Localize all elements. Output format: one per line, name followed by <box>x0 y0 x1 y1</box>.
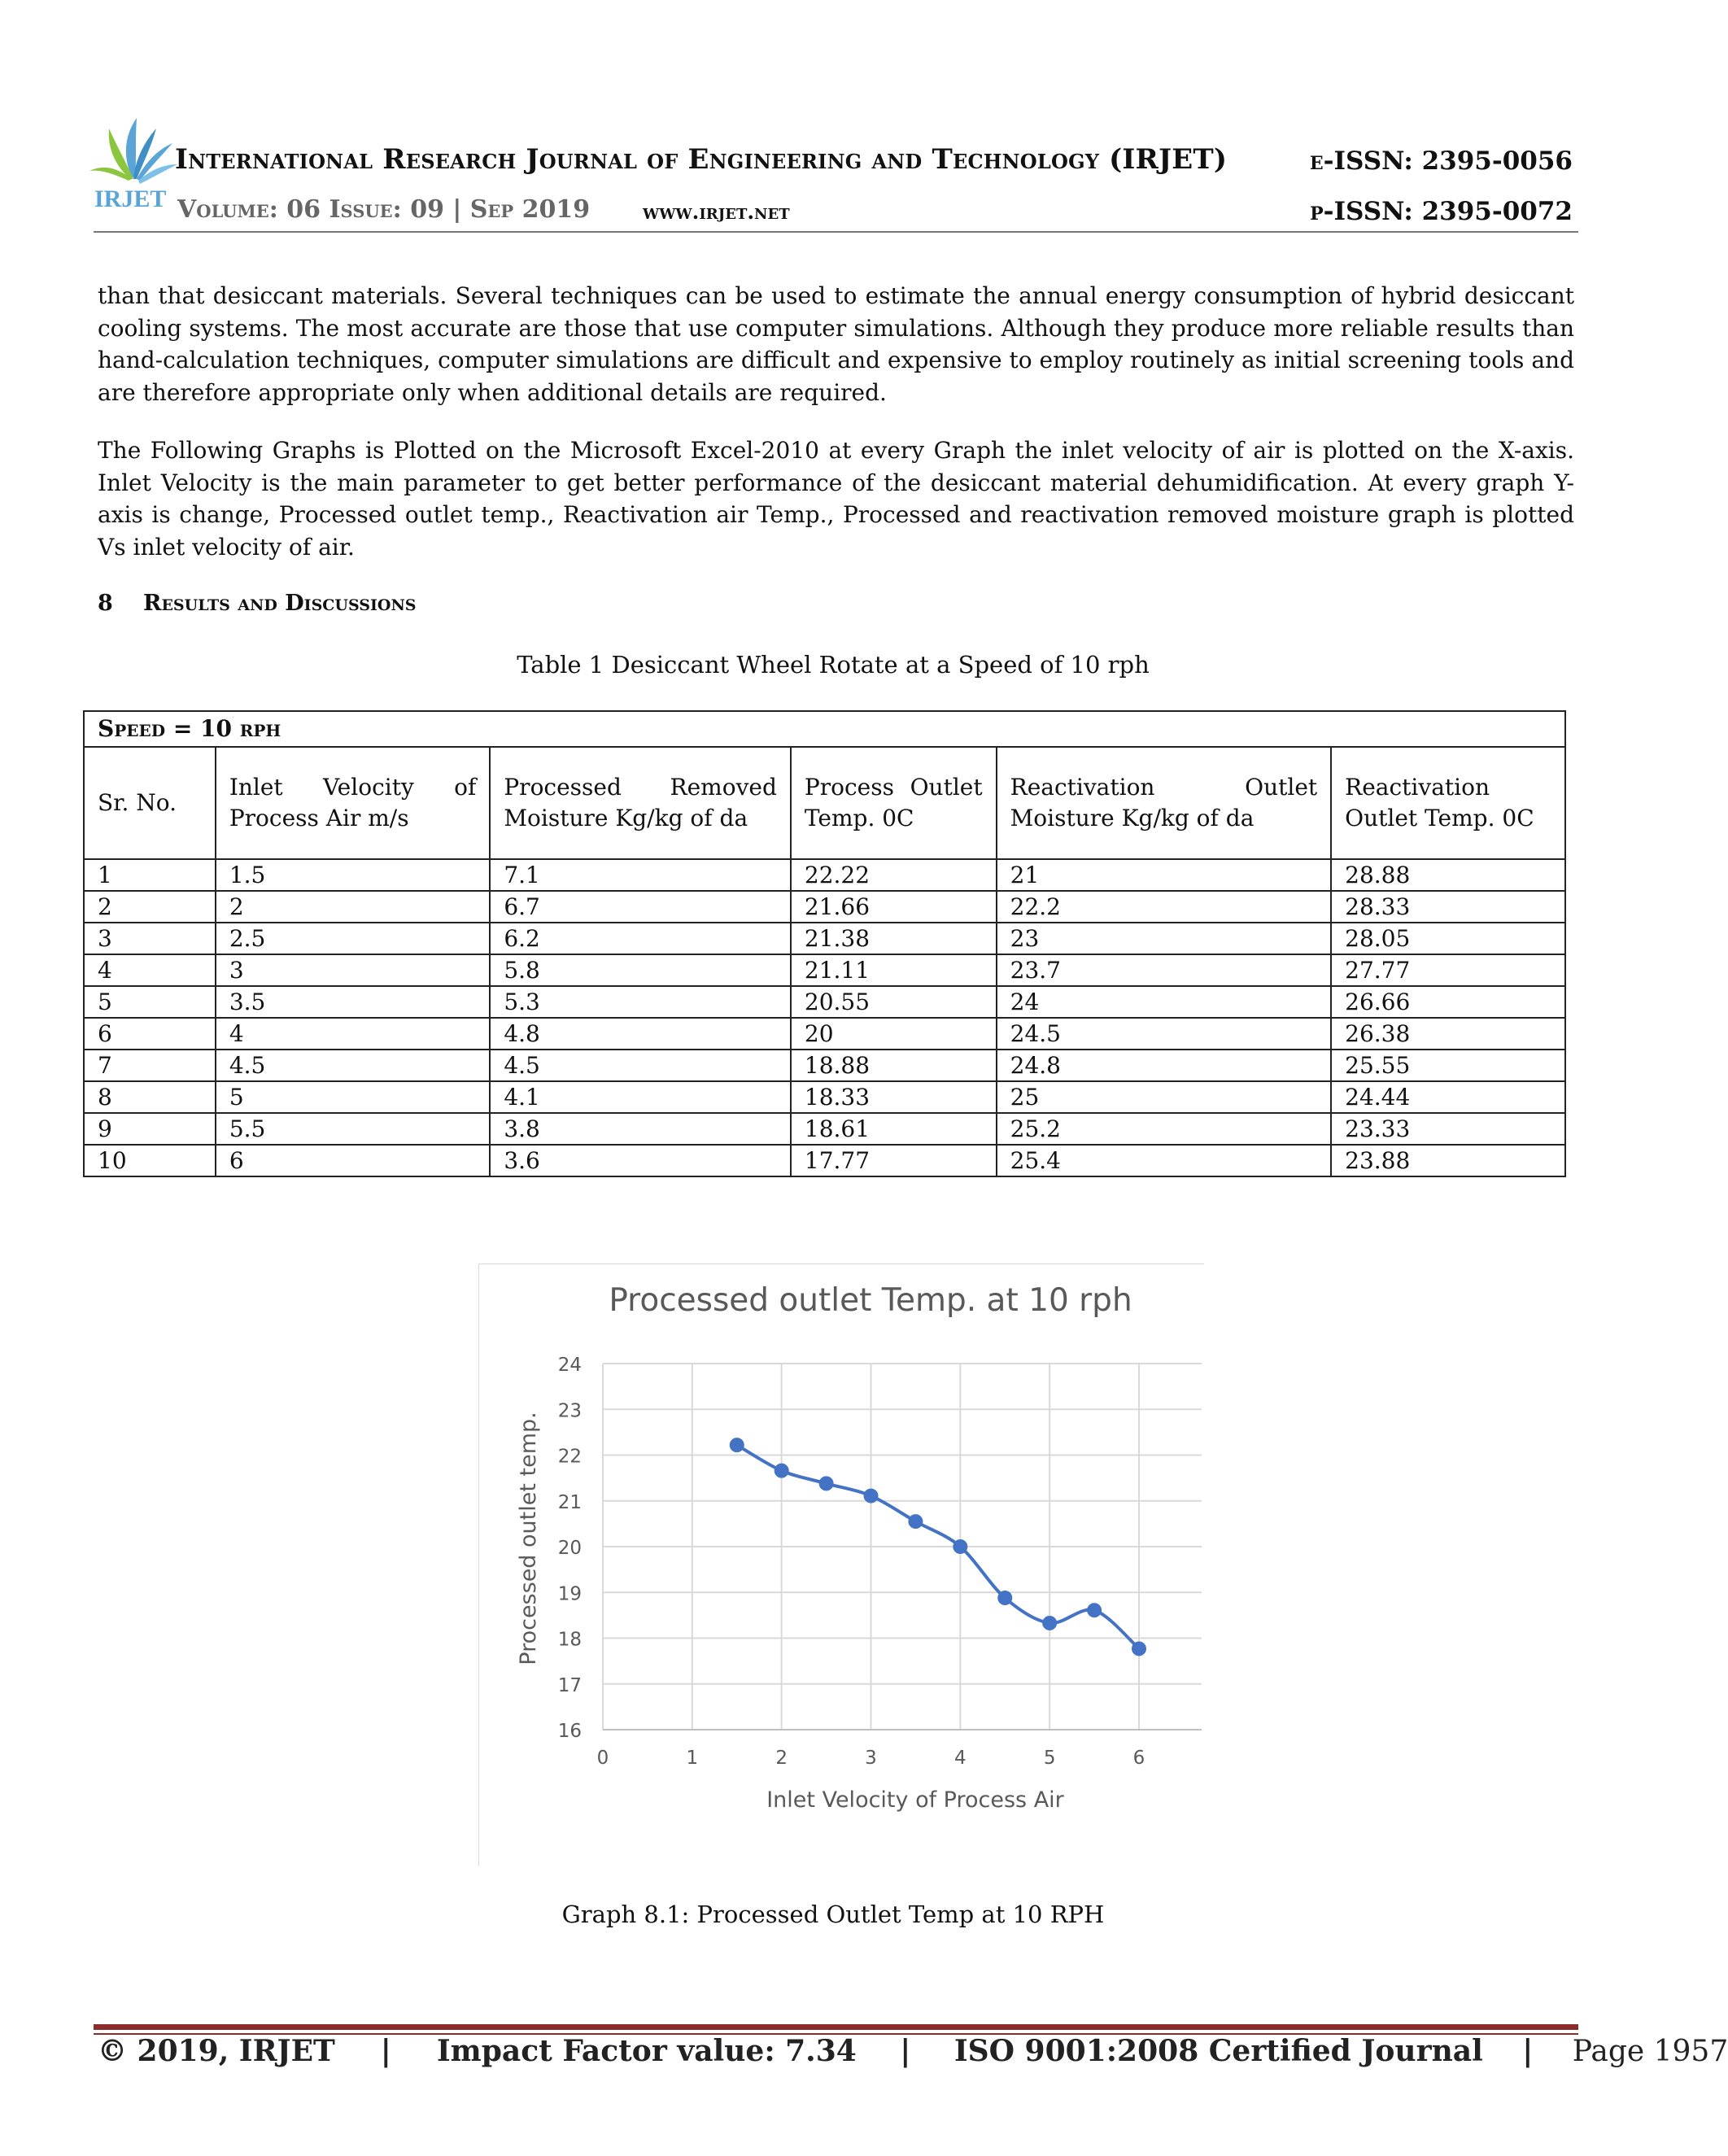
table-cell: 5.8 <box>490 954 791 986</box>
table-row <box>84 923 1565 954</box>
table-header: Process Outlet Temp. 0C <box>791 747 997 859</box>
table-header: Reactivation Outlet Temp. 0C <box>1331 747 1565 859</box>
table-cell: 5 <box>216 1081 491 1113</box>
table-cell: 1 <box>84 859 216 891</box>
chart-title: Processed outlet Temp. at 10 rph <box>609 1282 1132 1319</box>
volume-issue: Volume: 06 Issue: 09 | Sep 2019 <box>177 195 591 224</box>
section-number: 8 <box>98 591 113 616</box>
logo-leaves-icon <box>89 118 177 184</box>
table-cell: 17.77 <box>791 1145 997 1176</box>
speed-label: Speed = 10 rph <box>84 711 1565 747</box>
data-point <box>1132 1641 1146 1656</box>
table-cell: 21 <box>997 859 1332 891</box>
footer-page-number: Page 1957 <box>1572 2035 1728 2068</box>
table-cell: 6.7 <box>490 891 791 923</box>
table-cell: 5.5 <box>216 1113 491 1145</box>
chart-container <box>478 1263 1204 1866</box>
table-header: Reactivation Outlet Moisture Kg/kg of da <box>997 747 1332 859</box>
table-row <box>84 986 1565 1018</box>
table-cell: 24.5 <box>997 1018 1332 1050</box>
body-paragraph-2: The Following Graphs is Plotted on the Microsoft Excel-2010 at every Graph the inlet velocity of air is plotted on the X-axis. Inlet Velocity is the main parameter to get better performance of the desiccant material dehumidification. At every graph Y-axis is change, Processed outlet temp., Reactivation air Temp., Processed and reactivation removed moisture graph is plotted Vs inlet velocity of air. <box>98 437 1574 561</box>
table-cell: 25.55 <box>1331 1050 1565 1081</box>
y-tick-label: 23 <box>557 1400 582 1422</box>
table-cell: 25 <box>997 1081 1332 1113</box>
section-title: Results and Discussions <box>143 591 417 616</box>
table-cell: 5 <box>84 986 216 1018</box>
footer-separator: | <box>380 2034 391 2068</box>
table-cell: 3.6 <box>490 1145 791 1176</box>
chart-area <box>478 1263 1204 1866</box>
table-cell: 7.1 <box>490 859 791 891</box>
graph-caption: Graph 8.1: Processed Outlet Temp at 10 RPH <box>561 1901 1105 1928</box>
table-cell: 4 <box>216 1018 491 1050</box>
data-point <box>953 1539 967 1554</box>
table-row <box>84 954 1565 986</box>
footer-divider <box>94 2024 1578 2030</box>
x-tick-label: 6 <box>1132 1748 1145 1769</box>
table-row <box>84 1050 1565 1081</box>
table-cell: 22.22 <box>791 859 997 891</box>
table-cell: 6 <box>216 1145 491 1176</box>
y-tick-label: 24 <box>557 1355 582 1376</box>
table-row <box>84 1145 1565 1176</box>
table-cell: 3 <box>84 923 216 954</box>
table-cell: 20.55 <box>791 986 997 1018</box>
y-tick-label: 20 <box>557 1538 582 1559</box>
y-tick-label: 21 <box>557 1491 582 1513</box>
y-tick-label: 17 <box>557 1674 582 1696</box>
table-cell: 4.1 <box>490 1081 791 1113</box>
footer-copyright: © 2019, IRJET <box>98 2034 335 2068</box>
table-cell: 21.11 <box>791 954 997 986</box>
table-cell: 6.2 <box>490 923 791 954</box>
page-footer <box>98 2034 1728 2068</box>
data-point <box>1042 1616 1057 1630</box>
table-cell: 2 <box>84 891 216 923</box>
y-tick-label: 22 <box>557 1446 582 1468</box>
data-point <box>775 1464 789 1478</box>
journal-logo <box>89 114 179 212</box>
table-cell: 24 <box>997 986 1332 1018</box>
footer-separator: | <box>900 2034 911 2068</box>
table-cell: 9 <box>84 1113 216 1145</box>
table-cell: 25.2 <box>997 1113 1332 1145</box>
y-axis-label: Processed outlet temp. <box>516 1412 541 1665</box>
table-cell: 18.61 <box>791 1113 997 1145</box>
table-header: Sr. No. <box>84 747 216 859</box>
line-chart <box>478 1263 1204 1866</box>
table-cell: 27.77 <box>1331 954 1565 986</box>
table-cell: 7 <box>84 1050 216 1081</box>
pissn: p-ISSN: 2395-0072 <box>1310 197 1573 226</box>
y-tick-label: 16 <box>557 1721 582 1742</box>
table-cell: 18.88 <box>791 1050 997 1081</box>
table-cell: 2 <box>216 891 491 923</box>
table-row <box>84 1113 1565 1145</box>
data-point <box>819 1476 834 1490</box>
y-tick-label: 18 <box>557 1629 582 1651</box>
data-point <box>908 1514 923 1529</box>
table-cell: 23 <box>997 923 1332 954</box>
x-tick-label: 1 <box>686 1748 699 1769</box>
table-cell: 4.5 <box>490 1050 791 1081</box>
table-row <box>84 1081 1565 1113</box>
table-cell: 3.5 <box>216 986 491 1018</box>
table-cell: 3.8 <box>490 1113 791 1145</box>
footer-separator: | <box>1522 2034 1534 2068</box>
y-tick-label: 19 <box>557 1583 582 1605</box>
x-tick-label: 3 <box>865 1748 877 1769</box>
table-cell: 10 <box>84 1145 216 1176</box>
table-cell: 26.66 <box>1331 986 1565 1018</box>
table-cell: 4 <box>84 954 216 986</box>
table-cell: 6 <box>84 1018 216 1050</box>
journal-title: International Research Journal of Engineering and Technology (IRJET) <box>175 143 1228 176</box>
body-paragraph-1: than that desiccant materials. Several techniques can be used to estimate the annual energy consumption of hybrid desiccant cooling systems. The most accurate are those that use computer simulations. Although they produce more reliable results than hand-calculation techniques, computer simulations are difficult and expensive to employ routinely as initial screening tools and are therefore appropriate only when additional details are required. <box>98 282 1574 406</box>
table-cell: 22.2 <box>997 891 1332 923</box>
footer-impact-factor: Impact Factor value: 7.34 <box>436 2034 857 2068</box>
table-cell: 25.4 <box>997 1145 1332 1176</box>
section-heading <box>98 591 417 616</box>
x-tick-label: 4 <box>954 1748 967 1769</box>
x-tick-label: 0 <box>596 1748 609 1769</box>
table-cell: 4.5 <box>216 1050 491 1081</box>
table-row <box>84 859 1565 891</box>
x-axis-label: Inlet Velocity of Process Air <box>766 1787 1064 1813</box>
table-body <box>84 859 1565 1176</box>
data-point <box>864 1489 879 1504</box>
x-tick-label: 2 <box>775 1748 788 1769</box>
table-cell: 23.7 <box>997 954 1332 986</box>
table-row <box>84 891 1565 923</box>
table-cell: 23.88 <box>1331 1145 1565 1176</box>
data-point <box>730 1438 744 1452</box>
table-cell: 1.5 <box>216 859 491 891</box>
table-header: Processed Removed Moisture Kg/kg of da <box>490 747 791 859</box>
table-cell: 28.05 <box>1331 923 1565 954</box>
table-cell: 5.3 <box>490 986 791 1018</box>
footer-iso: ISO 9001:2008 Certified Journal <box>953 2034 1483 2068</box>
table-cell: 24.8 <box>997 1050 1332 1081</box>
x-tick-label: 5 <box>1043 1748 1056 1769</box>
table-header: Inlet Velocity of Process Air m/s <box>216 747 491 859</box>
data-point <box>1087 1603 1102 1617</box>
table-cell: 23.33 <box>1331 1113 1565 1145</box>
table-caption: Table 1 Desiccant Wheel Rotate at a Speed of 10 rph <box>517 651 1150 679</box>
table-cell: 18.33 <box>791 1081 997 1113</box>
table-cell: 21.38 <box>791 923 997 954</box>
table-cell: 20 <box>791 1018 997 1050</box>
results-table <box>83 710 1566 1177</box>
table-cell: 28.33 <box>1331 891 1565 923</box>
table-cell: 3 <box>216 954 491 986</box>
table-cell: 8 <box>84 1081 216 1113</box>
table-cell: 26.38 <box>1331 1018 1565 1050</box>
eissn: e-ISSN: 2395-0056 <box>1309 146 1573 176</box>
header-divider <box>94 231 1578 233</box>
table-row <box>84 1018 1565 1050</box>
table-cell: 24.44 <box>1331 1081 1565 1113</box>
table-cell: 28.88 <box>1331 859 1565 891</box>
table-cell: 21.66 <box>791 891 997 923</box>
journal-website-link[interactable]: www.irjet.net <box>643 200 790 224</box>
data-point <box>997 1591 1012 1605</box>
table-cell: 2.5 <box>216 923 491 954</box>
logo-text: IRJET <box>94 185 167 212</box>
table-cell: 4.8 <box>490 1018 791 1050</box>
